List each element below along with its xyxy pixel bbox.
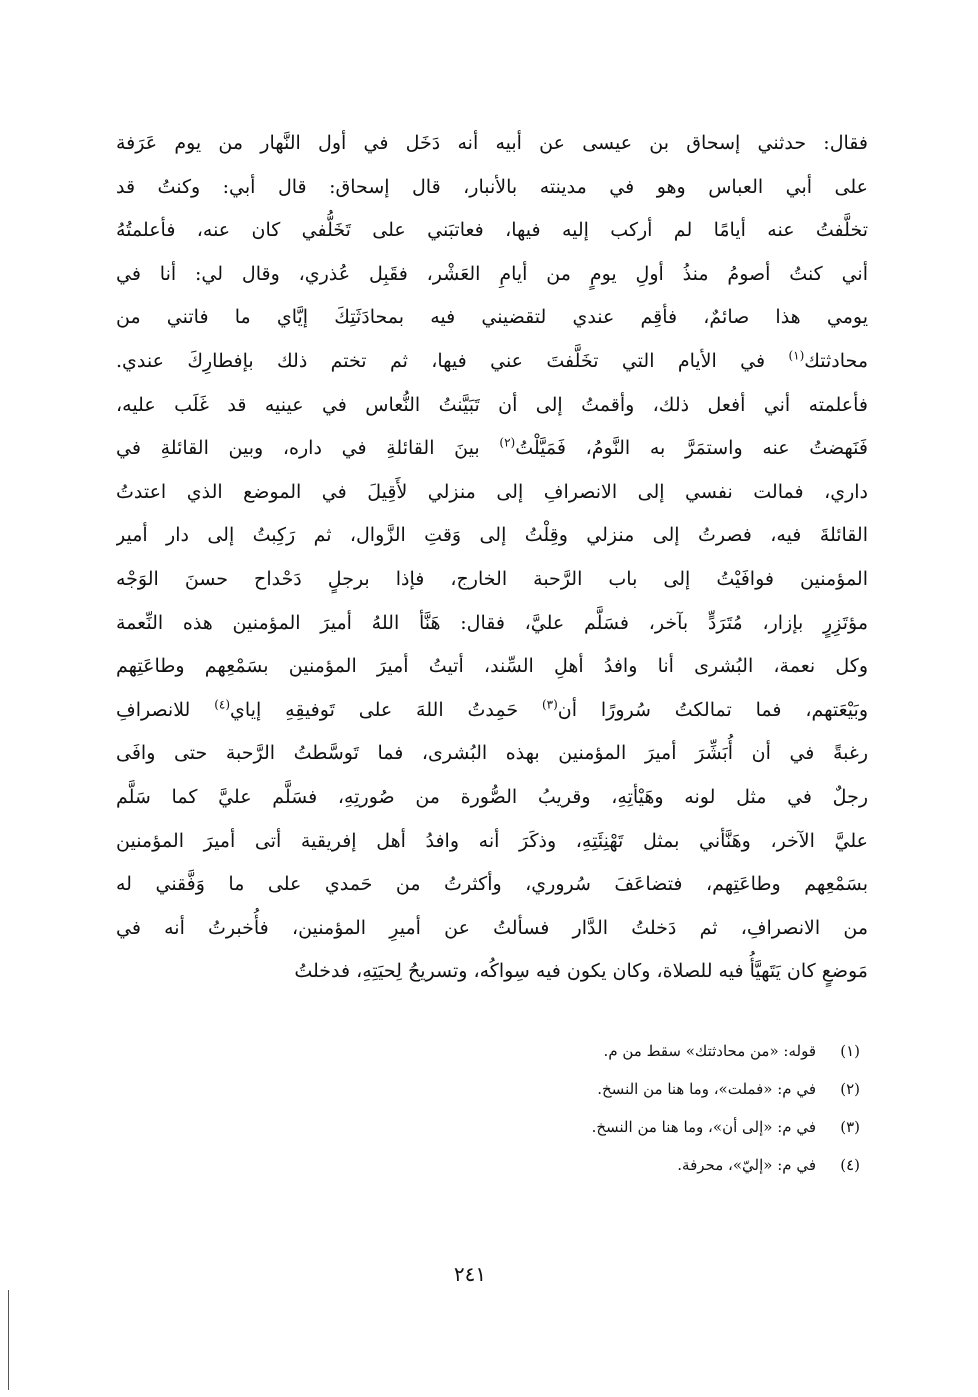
text-line <box>116 776 868 820</box>
line-text: وبَيْعَتهم، فما تمالكتُ سُرورًا أن <box>557 698 868 721</box>
page-number: ٢٤١ <box>453 1262 487 1286</box>
line-text: رغبةً في أن أُبَشِّرَ أميرَ المؤمنين بهذه البُشرى، فما تَوسَّطتُ الرَّحبة حتى وافَى <box>116 742 868 765</box>
line-text: فقال: حدثني إسحاق بن عيسى عن أبيه أنه دَخَل في أول النَّهار من يوم عَرَفة <box>116 132 868 154</box>
footnote-ref-1: (١) <box>788 348 805 363</box>
footnote-text: قوله: «من محادثتك» سقط من م. <box>603 1042 816 1060</box>
footnote <box>260 1032 860 1070</box>
line-text: أني كنتُ أصومُ منذُ أولِ يومٍ من أيامِ العَشْر، فقَبِل عُذري، وقال لي: أنا في <box>116 262 868 285</box>
line-text: بينَ القائلةِ في داره، وبين القائلةِ في <box>116 437 500 460</box>
text-line <box>116 166 868 210</box>
footnotes <box>260 1032 860 1184</box>
text-line <box>116 514 868 558</box>
text-line <box>116 820 868 864</box>
main-text <box>116 122 868 994</box>
line-text: مَوضعٍ كان يَتَهيَّأُ فيه للصلاة، وكان يكون فيه سِواكُه، وتسريحُ لِحيَتِهِ، فدخلتُ <box>294 960 868 983</box>
line-text: المؤمنين فوافَيْتُ إلى باب الرَّحبة الخارج، فإذا برجلٍ دَحْداح حسنَ الوَجْه <box>116 567 868 590</box>
line-text: من الانصرافِ، ثم دَخلتُ الدَّار فسألتُ عن أميرِ المؤمنين، فأُخبرتُ أنه في <box>116 916 868 939</box>
line-text: فأعلمته أني أفعل ذلك، وأقمتُ إلى أن تَبَيَّنتُ النُّعاس في عينيه قد غَلَب عليه، <box>116 393 868 416</box>
text-line <box>116 209 868 253</box>
footnote-number: (٣) <box>840 1118 860 1136</box>
text-line <box>116 384 868 428</box>
text-line <box>116 253 868 297</box>
text-line <box>116 296 868 340</box>
line-text: على أبي العباس وهو في مدينته بالأنبار، قال إسحاق: قال أبي: وكنتُ قد <box>116 175 868 198</box>
footnote-text: في م: «إلى أن»، وما هنا من النسخ. <box>591 1118 816 1136</box>
footnote-number: (٢) <box>840 1080 860 1098</box>
footnote <box>260 1070 860 1108</box>
text-line <box>116 558 868 602</box>
footnote-ref-4: (٤) <box>214 697 231 712</box>
line-text: حَمِدتُ اللهَ على تَوفيقِهِ إياي <box>230 698 542 721</box>
footnote-ref-2: (٢) <box>499 435 516 450</box>
line-text: بسَمْعِهم وطاعَتِهم، فتضاعَفَ سُروري، وأكثرتُ من حَمدي على ما وَفَّقني له <box>116 873 868 896</box>
text-line <box>116 427 868 471</box>
text-line <box>116 471 868 515</box>
footnote <box>260 1108 860 1146</box>
footnote-text: في م: «فملت»، وما هنا من النسخ. <box>597 1080 816 1098</box>
line-text: يومي هذا صائمٌ، فأقِم عندي لتقضيني فيه بمحادَثَتِكَ إيَّاي ما فاتني من <box>116 306 868 329</box>
footnote <box>260 1146 860 1184</box>
footnote-number: (٤) <box>840 1156 860 1174</box>
line-text: القائلةَ فيه، فصرتُ إلى منزلي وقِلْتُ إلى وَقتِ الزَّوال، ثم رَكِبتُ إلى دار أمير <box>116 524 868 547</box>
footnote-number: (١) <box>840 1042 860 1060</box>
text-line <box>116 732 868 776</box>
text-line <box>116 863 868 907</box>
line-text: عليَّ الآخر، وهَنَّأني بمثل تَهْنِئَتِهِ، وذكَرَ أنه وافدُ أهل إفريقية أتى أميرَ المؤمنين <box>116 829 868 852</box>
text-line <box>116 602 868 646</box>
line-text: مؤتَزِرٍ بإزار، مُتَرَدٍّ بآخر، فسَلَّم عليَّ، فقال: هَنَّأ اللهُ أميرَ المؤمنين هذه النِّعمة <box>116 611 868 634</box>
line-text: تخلَّفتُ عنه أيامًا لم أركب إليه فيها، فعاتبَني على تَخَلُّفي كان عنه، فأعلمتُهُ <box>116 219 868 242</box>
line-text: محادثتك <box>804 349 868 372</box>
line-text: فَنَهضتُ عنه واستمَرَّ به النَّومُ، فَمَيَّلْتُ <box>515 437 868 460</box>
footnote-ref-3: (٣) <box>541 697 558 712</box>
footnote-text: في م: «إليّ»، محرفة. <box>677 1156 816 1174</box>
line-text: للانصرافِ <box>116 698 215 721</box>
text-line <box>116 122 868 166</box>
text-line <box>116 340 868 384</box>
line-text: وكل نعمة، البُشرى أنا وافدُ أهلِ السِّند، أتيتُ أميرَ المؤمنين بسَمْعِهم وطاعَتِهم <box>116 655 868 678</box>
text-line <box>116 689 868 733</box>
line-text: داري، فمالت نفسي إلى الانصرافِ إلى منزلي لأَقِيلَ في الموضع الذي اعتدتُ <box>116 480 868 503</box>
text-line <box>116 907 868 951</box>
line-text: في الأيام التي تخَلَّفتَ عني فيها، ثم تختم ذلك بإفطارِكَ عندي. <box>116 349 789 372</box>
line-text: رجلٌ في مثل لونه وهَيْأتِهِ، وقريبُ الصُّورة من صُورتِهِ، فسَلَّم عليَّ كما سَلَّم <box>116 785 868 808</box>
text-line <box>116 950 868 994</box>
text-line <box>116 645 868 689</box>
scan-edge-line <box>8 1290 9 1390</box>
